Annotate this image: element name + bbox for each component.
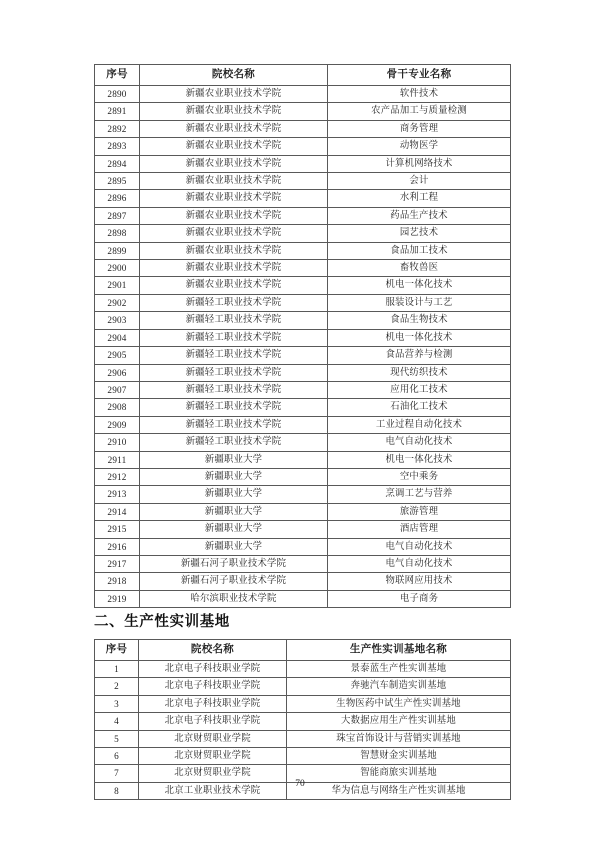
cell-index: 2893: [95, 138, 140, 155]
cell-school-name: 新疆职业大学: [140, 521, 328, 538]
table-row: [95, 678, 511, 695]
cell-major-name: 食品营养与检测: [328, 347, 511, 364]
cell-school-name: 新疆职业大学: [140, 451, 328, 468]
cell-school-name: 新疆石河子职业技术学院: [140, 573, 328, 590]
cell-major-name: 计算机网络技术: [328, 155, 511, 172]
table-row: [95, 225, 511, 242]
cell-base-name: 大数据应用生产性实训基地: [287, 713, 511, 730]
cell-index: 2902: [95, 294, 140, 311]
cell-index: 2909: [95, 416, 140, 433]
cell-school-name: 新疆轻工职业技术学院: [140, 381, 328, 398]
table-row: [95, 486, 511, 503]
cell-index: 2894: [95, 155, 140, 172]
cell-school-name: 北京电子科技职业学院: [139, 678, 287, 695]
cell-index: 6: [95, 748, 139, 765]
cell-school-name: 北京电子科技职业学院: [139, 695, 287, 712]
table-row: [95, 277, 511, 294]
table-row: [95, 329, 511, 346]
table-row: [95, 730, 511, 747]
cell-school-name: 新疆职业大学: [140, 468, 328, 485]
cell-school-name: 新疆轻工职业技术学院: [140, 399, 328, 416]
cell-school-name: 新疆农业职业技术学院: [140, 173, 328, 190]
table-row: [95, 416, 511, 433]
table-row: [95, 312, 511, 329]
cell-school-name: 新疆轻工职业技术学院: [140, 416, 328, 433]
table-row: [95, 242, 511, 259]
cell-major-name: 空中乘务: [328, 468, 511, 485]
cell-school-name: 新疆轻工职业技术学院: [140, 329, 328, 346]
cell-major-name: 畜牧兽医: [328, 260, 511, 277]
cell-school-name: 新疆石河子职业技术学院: [140, 555, 328, 572]
table-row: [95, 451, 511, 468]
cell-school-name: 新疆职业大学: [140, 538, 328, 555]
cell-school-name: 新疆农业职业技术学院: [140, 86, 328, 103]
cell-base-name: 生物医药中试生产性实训基地: [287, 695, 511, 712]
cell-major-name: 动物医学: [328, 138, 511, 155]
cell-index: 2892: [95, 120, 140, 137]
cell-index: 5: [95, 730, 139, 747]
table-row: [95, 207, 511, 224]
cell-major-name: 食品生物技术: [328, 312, 511, 329]
cell-index: 2912: [95, 468, 140, 485]
table-row: [95, 190, 511, 207]
column-header-index: 序号: [95, 65, 140, 86]
table-row: [95, 748, 511, 765]
cell-major-name: 机电一体化技术: [328, 451, 511, 468]
cell-major-name: 烹调工艺与营养: [328, 486, 511, 503]
cell-index: 2917: [95, 555, 140, 572]
table-row: [95, 381, 511, 398]
table-row: [95, 695, 511, 712]
cell-major-name: 旅游管理: [328, 503, 511, 520]
bases-table-header: [95, 640, 511, 661]
cell-school-name: 北京财贸职业学院: [139, 748, 287, 765]
cell-index: 2904: [95, 329, 140, 346]
cell-major-name: 石油化工技术: [328, 399, 511, 416]
cell-school-name: 新疆轻工职业技术学院: [140, 294, 328, 311]
cell-base-name: 景泰蓝生产性实训基地: [287, 661, 511, 678]
cell-major-name: 水利工程: [328, 190, 511, 207]
table-row: [95, 590, 511, 607]
table-header-row: [95, 65, 511, 86]
cell-school-name: 新疆轻工职业技术学院: [140, 364, 328, 381]
cell-school-name: 北京财贸职业学院: [139, 730, 287, 747]
table-row: [95, 138, 511, 155]
cell-school-name: 新疆轻工职业技术学院: [140, 434, 328, 451]
cell-school-name: 新疆农业职业技术学院: [140, 190, 328, 207]
cell-base-name: 智能商旅实训基地: [287, 765, 511, 782]
cell-major-name: 酒店管理: [328, 521, 511, 538]
cell-index: 2895: [95, 173, 140, 190]
cell-index: 2903: [95, 312, 140, 329]
table-row: [95, 538, 511, 555]
table-row: [95, 661, 511, 678]
cell-school-name: 新疆农业职业技术学院: [140, 155, 328, 172]
bases-table: [94, 639, 511, 800]
table-row: [95, 521, 511, 538]
cell-school-name: 新疆农业职业技术学院: [140, 277, 328, 294]
table-header-row: [95, 640, 511, 661]
table-row: [95, 503, 511, 520]
cell-index: 2905: [95, 347, 140, 364]
cell-index: 2900: [95, 260, 140, 277]
cell-base-name: 华为信息与网络生产性实训基地: [287, 782, 511, 799]
cell-school-name: 新疆轻工职业技术学院: [140, 312, 328, 329]
cell-index: 2: [95, 678, 139, 695]
majors-table-header: [95, 65, 511, 86]
cell-index: 2916: [95, 538, 140, 555]
cell-index: 2914: [95, 503, 140, 520]
column-header-base: 生产性实训基地名称: [287, 640, 511, 661]
column-header-index: 序号: [95, 640, 139, 661]
cell-index: 2908: [95, 399, 140, 416]
cell-index: 2898: [95, 225, 140, 242]
cell-school-name: 新疆农业职业技术学院: [140, 242, 328, 259]
table-row: [95, 555, 511, 572]
cell-major-name: 软件技术: [328, 86, 511, 103]
cell-major-name: 现代纺织技术: [328, 364, 511, 381]
cell-major-name: 物联网应用技术: [328, 573, 511, 590]
column-header-major: 骨干专业名称: [328, 65, 511, 86]
table-row: [95, 294, 511, 311]
column-header-school: 院校名称: [139, 640, 287, 661]
cell-school-name: 北京工业职业技术学院: [139, 782, 287, 799]
cell-major-name: 电子商务: [328, 590, 511, 607]
cell-index: 7: [95, 765, 139, 782]
majors-table-body: [95, 86, 511, 608]
cell-index: 2913: [95, 486, 140, 503]
cell-major-name: 机电一体化技术: [328, 277, 511, 294]
cell-major-name: 工业过程自动化技术: [328, 416, 511, 433]
cell-major-name: 食品加工技术: [328, 242, 511, 259]
cell-school-name: 新疆职业大学: [140, 486, 328, 503]
table-row: [95, 364, 511, 381]
cell-major-name: 电气自动化技术: [328, 434, 511, 451]
cell-major-name: 电气自动化技术: [328, 538, 511, 555]
table-row: [95, 573, 511, 590]
cell-school-name: 新疆农业职业技术学院: [140, 207, 328, 224]
cell-school-name: 新疆职业大学: [140, 503, 328, 520]
cell-major-name: 应用化工技术: [328, 381, 511, 398]
cell-major-name: 会计: [328, 173, 511, 190]
cell-school-name: 北京财贸职业学院: [139, 765, 287, 782]
cell-school-name: 新疆农业职业技术学院: [140, 225, 328, 242]
table-row: [95, 468, 511, 485]
table-row: [95, 713, 511, 730]
table-row: [95, 173, 511, 190]
cell-index: 2907: [95, 381, 140, 398]
cell-index: 2891: [95, 103, 140, 120]
cell-major-name: 农产品加工与质量检测: [328, 103, 511, 120]
cell-index: 2910: [95, 434, 140, 451]
cell-index: 2918: [95, 573, 140, 590]
cell-school-name: 新疆农业职业技术学院: [140, 138, 328, 155]
cell-index: 2897: [95, 207, 140, 224]
table-row: [95, 103, 511, 120]
cell-school-name: 新疆农业职业技术学院: [140, 120, 328, 137]
cell-school-name: 新疆轻工职业技术学院: [140, 347, 328, 364]
table-row: [95, 155, 511, 172]
cell-index: 2901: [95, 277, 140, 294]
cell-index: 2919: [95, 590, 140, 607]
cell-school-name: 北京电子科技职业学院: [139, 713, 287, 730]
table-row: [95, 434, 511, 451]
table-row: [95, 86, 511, 103]
table-row: [95, 399, 511, 416]
cell-index: 4: [95, 713, 139, 730]
table-row: [95, 347, 511, 364]
cell-base-name: 珠宝首饰设计与营销实训基地: [287, 730, 511, 747]
cell-major-name: 电气自动化技术: [328, 555, 511, 572]
cell-index: 2911: [95, 451, 140, 468]
cell-index: 2899: [95, 242, 140, 259]
cell-index: 3: [95, 695, 139, 712]
cell-major-name: 机电一体化技术: [328, 329, 511, 346]
cell-index: 2915: [95, 521, 140, 538]
cell-school-name: 北京电子科技职业学院: [139, 661, 287, 678]
cell-school-name: 哈尔滨职业技术学院: [140, 590, 328, 607]
table-row: [95, 260, 511, 277]
cell-index: 1: [95, 661, 139, 678]
cell-school-name: 新疆农业职业技术学院: [140, 260, 328, 277]
cell-index: 2890: [95, 86, 140, 103]
page-number: 70: [295, 779, 305, 789]
section-heading-production-training-bases: 二、生产性实训基地: [94, 614, 230, 630]
cell-major-name: 药品生产技术: [328, 207, 511, 224]
cell-major-name: 园艺技术: [328, 225, 511, 242]
cell-major-name: 服装设计与工艺: [328, 294, 511, 311]
cell-school-name: 新疆农业职业技术学院: [140, 103, 328, 120]
majors-table: [94, 64, 511, 608]
cell-base-name: 智慧财金实训基地: [287, 748, 511, 765]
table-row: [95, 120, 511, 137]
column-header-school: 院校名称: [140, 65, 328, 86]
cell-major-name: 商务管理: [328, 120, 511, 137]
cell-index: 2906: [95, 364, 140, 381]
cell-base-name: 奔驰汽车制造实训基地: [287, 678, 511, 695]
cell-index: 8: [95, 782, 139, 799]
cell-index: 2896: [95, 190, 140, 207]
